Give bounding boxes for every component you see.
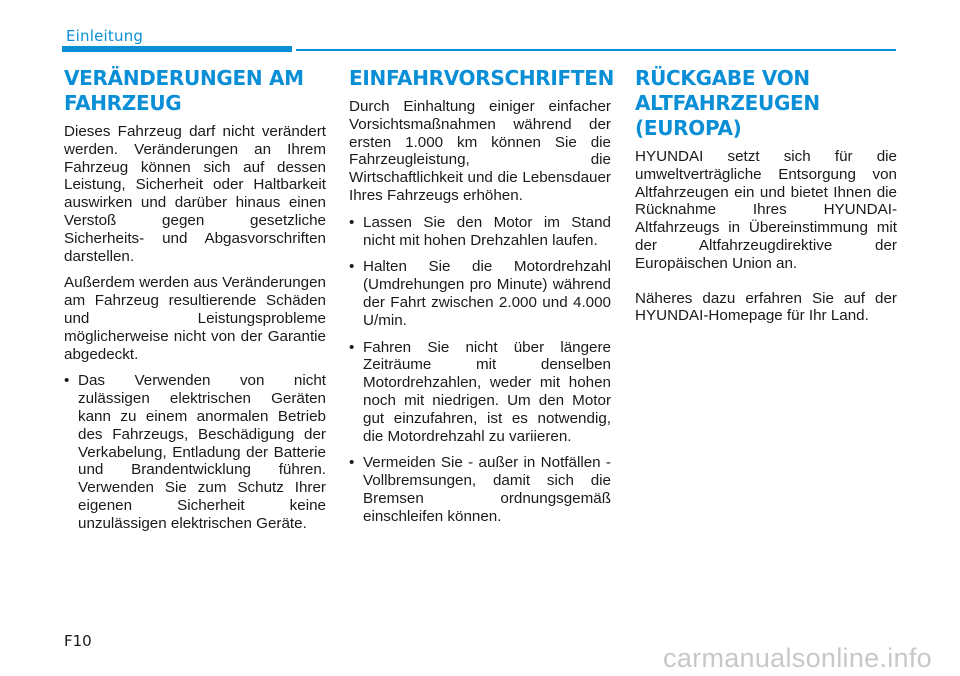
- paragraph: HYUNDAI setzt sich für die umweltverträgliche Entsorgung von Altfahrzeugen ein und bietet Ihnen die Rücknahme Ihres HYUNDAI-Altfahrzeugs in Übereinstimmung mit der Altfahrzeugdirektive der Europäischen Union an.: [635, 148, 897, 272]
- list-item: • Lassen Sie den Motor im Stand nicht mit hohen Drehzahlen laufen.: [349, 213, 611, 249]
- list-item: • Vermeiden Sie - außer in Notfällen - Vollbremsungen, damit sich die Bremsen ordnungsgemäß einschleifen können.: [349, 454, 611, 525]
- section-label: Einleitung: [66, 27, 144, 45]
- heading-break-in: EINFAHRVORSCHRIFTEN: [349, 66, 615, 90]
- column-vehicle-modifications: [64, 66, 326, 542]
- paragraph: Dieses Fahrzeug darf nicht verändert werden. Veränderungen an Ihrem Fahrzeug können sich auf dessen Leistung, Sicherheit oder Haltbarkeit auswirken und darüber hinaus einen Verstoß gegen gesetzliche Sicherheits- und Abgasvorschriften darstellen.: [64, 123, 326, 265]
- list-item-text: Lassen Sie den Motor im Stand nicht mit hohen Drehzahlen laufen.: [363, 213, 611, 249]
- list-item-text: Halten Sie die Motordrehzahl (Umdrehungen pro Minute) während der Fahrt zwischen 2.000 und 4.000 U/min.: [363, 258, 611, 329]
- list-item-text: Vermeiden Sie - außer in Notfällen - Vollbremsungen, damit sich die Bremsen ordnungsgemäß einschleifen können.: [363, 454, 611, 525]
- list-item-text: Fahren Sie nicht über längere Zeiträume mit denselben Motordrehzahlen, weder mit hohen noch mit niedrigen. Um den Motor gut einzufahren, ist es notwendig, die Motordrehzahl zu variieren.: [363, 338, 611, 445]
- bullet-list: [349, 214, 611, 526]
- paragraph: Außerdem werden aus Veränderungen am Fahrzeug resultierende Schäden und Leistungsprobleme möglicherweise nicht von der Garantie abgedeckt.: [64, 274, 326, 363]
- heading-line-1: VERÄNDERUNGEN AM: [64, 66, 304, 90]
- page-number: F10: [64, 632, 92, 650]
- column-vehicle-return: [635, 66, 897, 334]
- watermark: carmanualsonline.info: [663, 643, 932, 673]
- heading-vehicle-return: [635, 66, 897, 141]
- heading-line-1: RÜCKGABE VON: [635, 66, 810, 90]
- heading-vehicle-modifications: [64, 66, 326, 116]
- heading-line-2: ALTFAHRZEUGEN (EUROPA): [635, 91, 820, 140]
- bullet-list: [64, 372, 326, 532]
- paragraph: Durch Einhaltung einiger einfacher Vorsichtsmaßnahmen während der ersten 1.000 km können Sie die Fahrzeugleistung, die Wirtschaftlichkeit und die Lebensdauer Ihres Fahrzeugs erhöhen.: [349, 98, 611, 204]
- paragraph: Näheres dazu erfahren Sie auf der HYUNDAI-Homepage für Ihr Land.: [635, 289, 897, 325]
- column-break-in: [349, 66, 615, 535]
- heading-line-2: FAHRZEUG: [64, 91, 182, 115]
- header-rule-thick: [62, 46, 292, 52]
- header-rule-thin: [296, 49, 896, 51]
- list-item-text: Das Verwenden von nicht zulässigen elektrischen Geräten kann zu einem anormalen Betrieb des Fahrzeugs, Beschädigung der Verkabelung, Entladung der Batterie und Brandentwicklung führen. Verwenden Sie zum Schutz Ihrer eigenen Sicherheit keine unzulässigen elektrischen Geräte.: [78, 372, 326, 532]
- list-item: • Halten Sie die Motordrehzahl (Umdrehungen pro Minute) während der Fahrt zwischen 2.000 und 4.000 U/min.: [349, 258, 611, 329]
- list-item: • Das Verwenden von nicht zulässigen elektrischen Geräten kann zu einem anormalen Betrieb des Fahrzeugs, Beschädigung der Verkabelung, Entladung der Batterie und Brandentwicklung führen. Verwenden Sie zum Schutz Ihrer eigenen Sicherheit keine unzulässigen elektrischen Geräte.: [64, 372, 326, 532]
- list-item: • Fahren Sie nicht über längere Zeiträume mit denselben Motordrehzahlen, weder mit hohen noch mit niedrigen. Um den Motor gut einzufahren, ist es notwendig, die Motordrehzahl zu variieren.: [349, 338, 611, 445]
